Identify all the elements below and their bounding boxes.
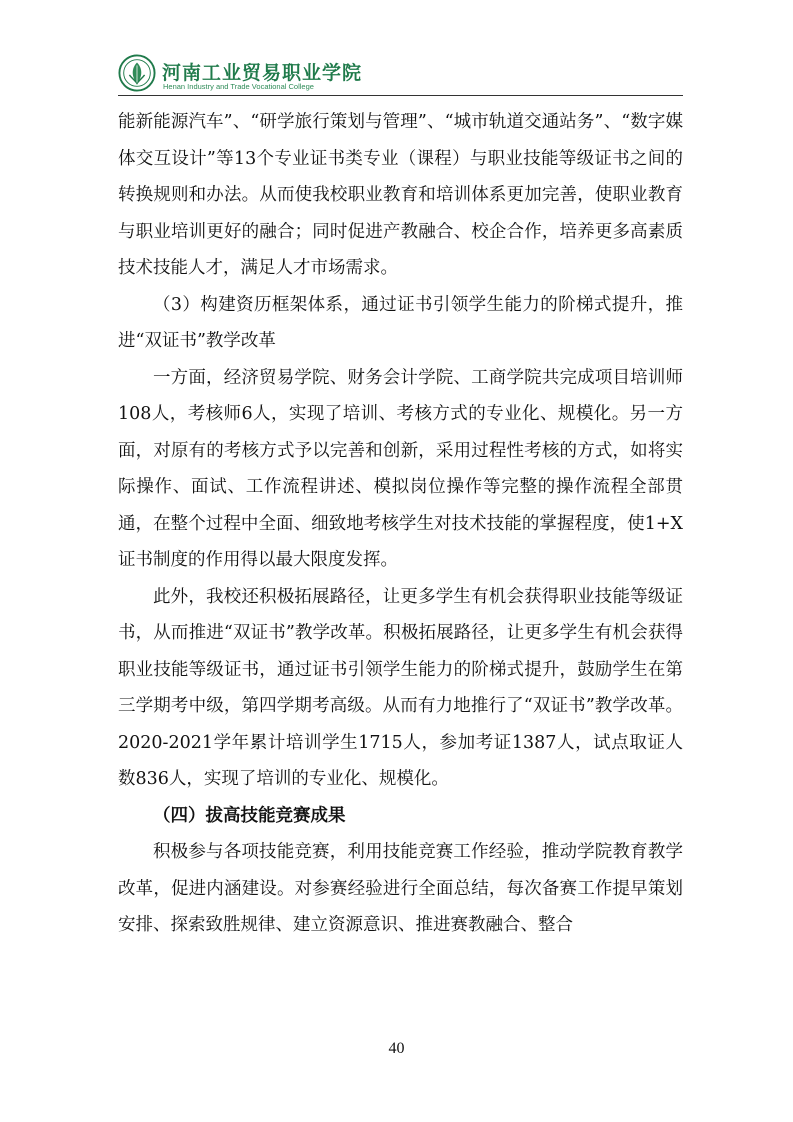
header-divider xyxy=(118,95,683,96)
page-number: 40 xyxy=(388,1040,405,1057)
paragraph: 一方面，经济贸易学院、财务会计学院、工商学院共完成项目培训师108人，考核师6人，实现了培训、考核方式的专业化、规模化。另一方面，对原有的考核方式予以完善和创新，采用过程性考核的方式，如将实际操作、面试、工作流程讲述、模拟岗位操作等完整的操作流程全部贯通，在整个过程中全面、细致地考核学生对技术技能的掌握程度，使1+X证书制度的作用得以最大限度发挥。 xyxy=(118,367,683,570)
document-body xyxy=(118,104,683,944)
school-name-english: Henan Industry and Trade Vocational College xyxy=(163,82,314,91)
school-name: 河南工业贸易职业学院 xyxy=(162,62,363,84)
subsection-heading: （3）构建资历框架体系，通过证书引领学生能力的阶梯式提升，推进“双证书”教学改革 xyxy=(118,294,683,351)
paragraph: 积极参与各项技能竞赛，利用技能竞赛工作经验，推动学院教育教学改革，促进内涵建设。对参赛经验进行全面总结，每次备赛工作提早策划安排、探索致胜规律、建立资源意识、推进赛教融合、整合 xyxy=(118,842,683,935)
paragraph-continued: 能新能源汽车”、“研学旅行策划与管理”、“城市轨道交通站务”、“数字媒体交互设计”等13个专业证书类专业（课程）与职业技能等级证书之间的转换规则和办法。从而使我校职业教育和培训体系更加完善，使职业教育与职业培训更好的融合；同时促进产教融合、校企合作，培养更多高素质技术技能人才，满足人才市场需求。 xyxy=(118,112,683,278)
school-emblem-icon xyxy=(118,54,156,92)
paragraph: 此外，我校还积极拓展路径，让更多学生有机会获得职业技能等级证书，从而推进“双证书”教学改革。积极拓展路径，让更多学生有机会获得职业技能等级证书，通过证书引领学生能力的阶梯式提升，鼓励学生在第三学期考中级，第四学期考高级。从而有力地推行了“双证书”教学改革。2020-2021学年累计培训学生1715人，参加考证1387人，试点取证人数836人，实现了培训的专业化、规模化。 xyxy=(118,586,683,789)
page-header xyxy=(118,50,683,100)
section-heading: （四）拔高技能竞赛成果 xyxy=(153,805,346,826)
